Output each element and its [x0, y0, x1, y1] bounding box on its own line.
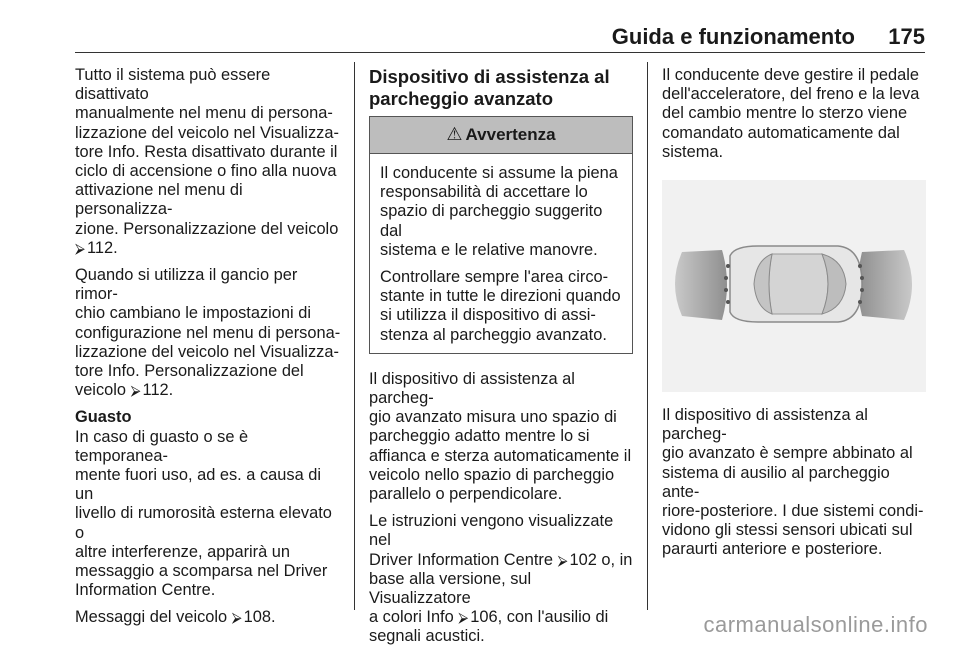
- arrow-reference-icon: ⮚: [75, 239, 85, 256]
- warning-text: Il conducente si assume la piena responsabilità di accettare lo spazio di parcheggio suggerito dal sistema e le relative manovre.: [380, 164, 618, 259]
- paragraph: Il dispositivo di assistenza al parcheg- gio avanzato è sempre abbinato al sistema di ausilio al parcheggio ante- riore-posteriore. I due sistemi condi- vidono gli stessi sensori ubicati sul paraurti anteriore e posteriore.: [662, 406, 924, 559]
- warning-header: [370, 117, 632, 154]
- car-roof: [769, 254, 828, 314]
- paragraph: Quando si utilizza il gancio per rimor- chio cambiano le impostazioni di configurazione nel menu di persona- lizzazione del veicolo nel Visualizza- tore Info. Personalizzazione del veicolo ⮚ 112.: [75, 266, 341, 400]
- column-middle: [369, 66, 633, 655]
- page-number: 175: [888, 24, 925, 49]
- warning-triangle-icon: ⚠: [446, 124, 463, 145]
- page-reference[interactable]: 106, con l'ausilio di: [470, 608, 609, 627]
- page-reference[interactable]: 112.: [86, 238, 118, 257]
- paragraph: In caso di guasto o se è temporanea- mente fuori uso, ad es. a causa di un livello di rumorosità esterna elevato o altre interferenze, apparirà un messaggio a scomparsa nel Driver Information Centre.: [75, 427, 332, 600]
- car-sensor-diagram: [662, 180, 926, 392]
- warning-text: Controllare sempre l'area circo- stante in tutte le direzioni quando si utilizza il dispositivo di assi- stenza al parcheggio avanzato.: [380, 268, 621, 344]
- warning-body: [370, 154, 632, 353]
- arrow-reference-icon: ⮚: [231, 609, 242, 626]
- column-right: [662, 66, 926, 568]
- paragraph: Il dispositivo di assistenza al parcheg- gio avanzato misura uno spazio di parcheggio adatto mentre lo si affianca e sterza automaticamente il veicolo nello spazio di parcheggio parallelo o perpendicolare.: [369, 369, 632, 504]
- arrow-reference-icon: ⮚: [557, 551, 568, 568]
- front-sensor-zone: [858, 250, 912, 320]
- subheading: Guasto: [75, 408, 132, 427]
- column-left: [75, 66, 341, 636]
- warning-box: [369, 116, 633, 354]
- arrow-reference-icon: ⮚: [458, 609, 469, 626]
- column-divider: [647, 62, 648, 610]
- page-reference[interactable]: 102 o, in: [569, 550, 633, 569]
- paragraph: Il conducente deve gestire il pedale dell'acceleratore, del freno e la leva del cambio mentre lo sterzo viene comandato automaticamente dal sistema.: [662, 66, 920, 161]
- chapter-title: Guida e funzionamento: [611, 24, 855, 49]
- section-title: Dispositivo di assistenza al parcheggio avanzato: [369, 66, 610, 109]
- column-divider: [354, 62, 355, 610]
- rear-sensor-zone: [675, 250, 727, 320]
- arrow-reference-icon: ⮚: [130, 382, 141, 399]
- page-header: [75, 22, 925, 53]
- parking-sensor-illustration: [662, 180, 926, 392]
- paragraph: Tutto il sistema può essere disattivato manualmente nel menu di persona- lizzazione del veicolo nel Visualizza- tore Info. Resta disattivato durante il ciclo di accensione o fino alla nuova attivazione nel menu di personalizza- zione. Personalizzazione del veicolo ⮚ 112.: [75, 66, 339, 257]
- page-reference[interactable]: 108.: [243, 608, 276, 627]
- warning-heading: Avvertenza: [465, 125, 556, 145]
- paragraph: Messaggi del veicolo ⮚ 108.: [75, 608, 276, 627]
- page-reference[interactable]: 112.: [142, 381, 174, 400]
- watermark: carmanualsonline.info: [703, 612, 928, 637]
- paragraph: Le istruzioni vengono visualizzate nel Driver Information Centre ⮚ 102 o, in base alla versione, sul Visualizzatore a colori Info ⮚ 106, con l'ausilio di segnali acustici.: [369, 512, 633, 646]
